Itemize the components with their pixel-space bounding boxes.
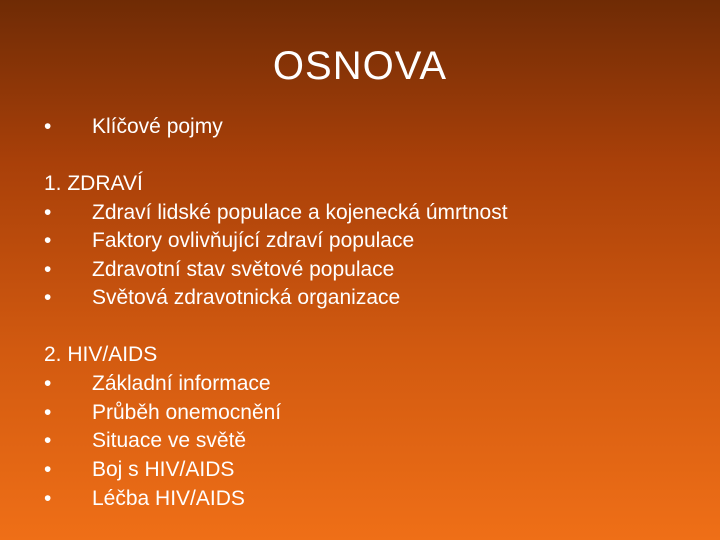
bullet: • bbox=[44, 229, 52, 252]
bullet: • bbox=[44, 487, 52, 510]
intro-item-text: Klíčové pojmy bbox=[92, 115, 223, 138]
list-item-text: Průběh onemocnění bbox=[92, 401, 282, 424]
bullet: • bbox=[44, 201, 52, 224]
list-item-text: Zdravotní stav světové populace bbox=[92, 258, 395, 281]
list-item-text: Základní informace bbox=[92, 372, 271, 395]
bullet: • bbox=[44, 286, 52, 309]
slide-title: OSNOVA bbox=[272, 44, 448, 88]
list-item-text: Světová zdravotnická organizace bbox=[92, 286, 401, 309]
list-item-text: Boj s HIV/AIDS bbox=[92, 458, 235, 481]
bullet: • bbox=[44, 372, 52, 395]
bullet: • bbox=[44, 429, 52, 452]
bullet: • bbox=[44, 458, 52, 481]
list-item-text: Faktory ovlivňující zdraví populace bbox=[92, 229, 415, 252]
bullet: • bbox=[44, 115, 52, 138]
list-item-text: Léčba HIV/AIDS bbox=[92, 487, 245, 510]
list-item-text: Situace ve světě bbox=[92, 429, 247, 452]
bullet: • bbox=[44, 258, 52, 281]
list-item-text: Zdraví lidské populace a kojenecká úmrtnost bbox=[92, 201, 508, 224]
bullet: • bbox=[44, 401, 52, 424]
